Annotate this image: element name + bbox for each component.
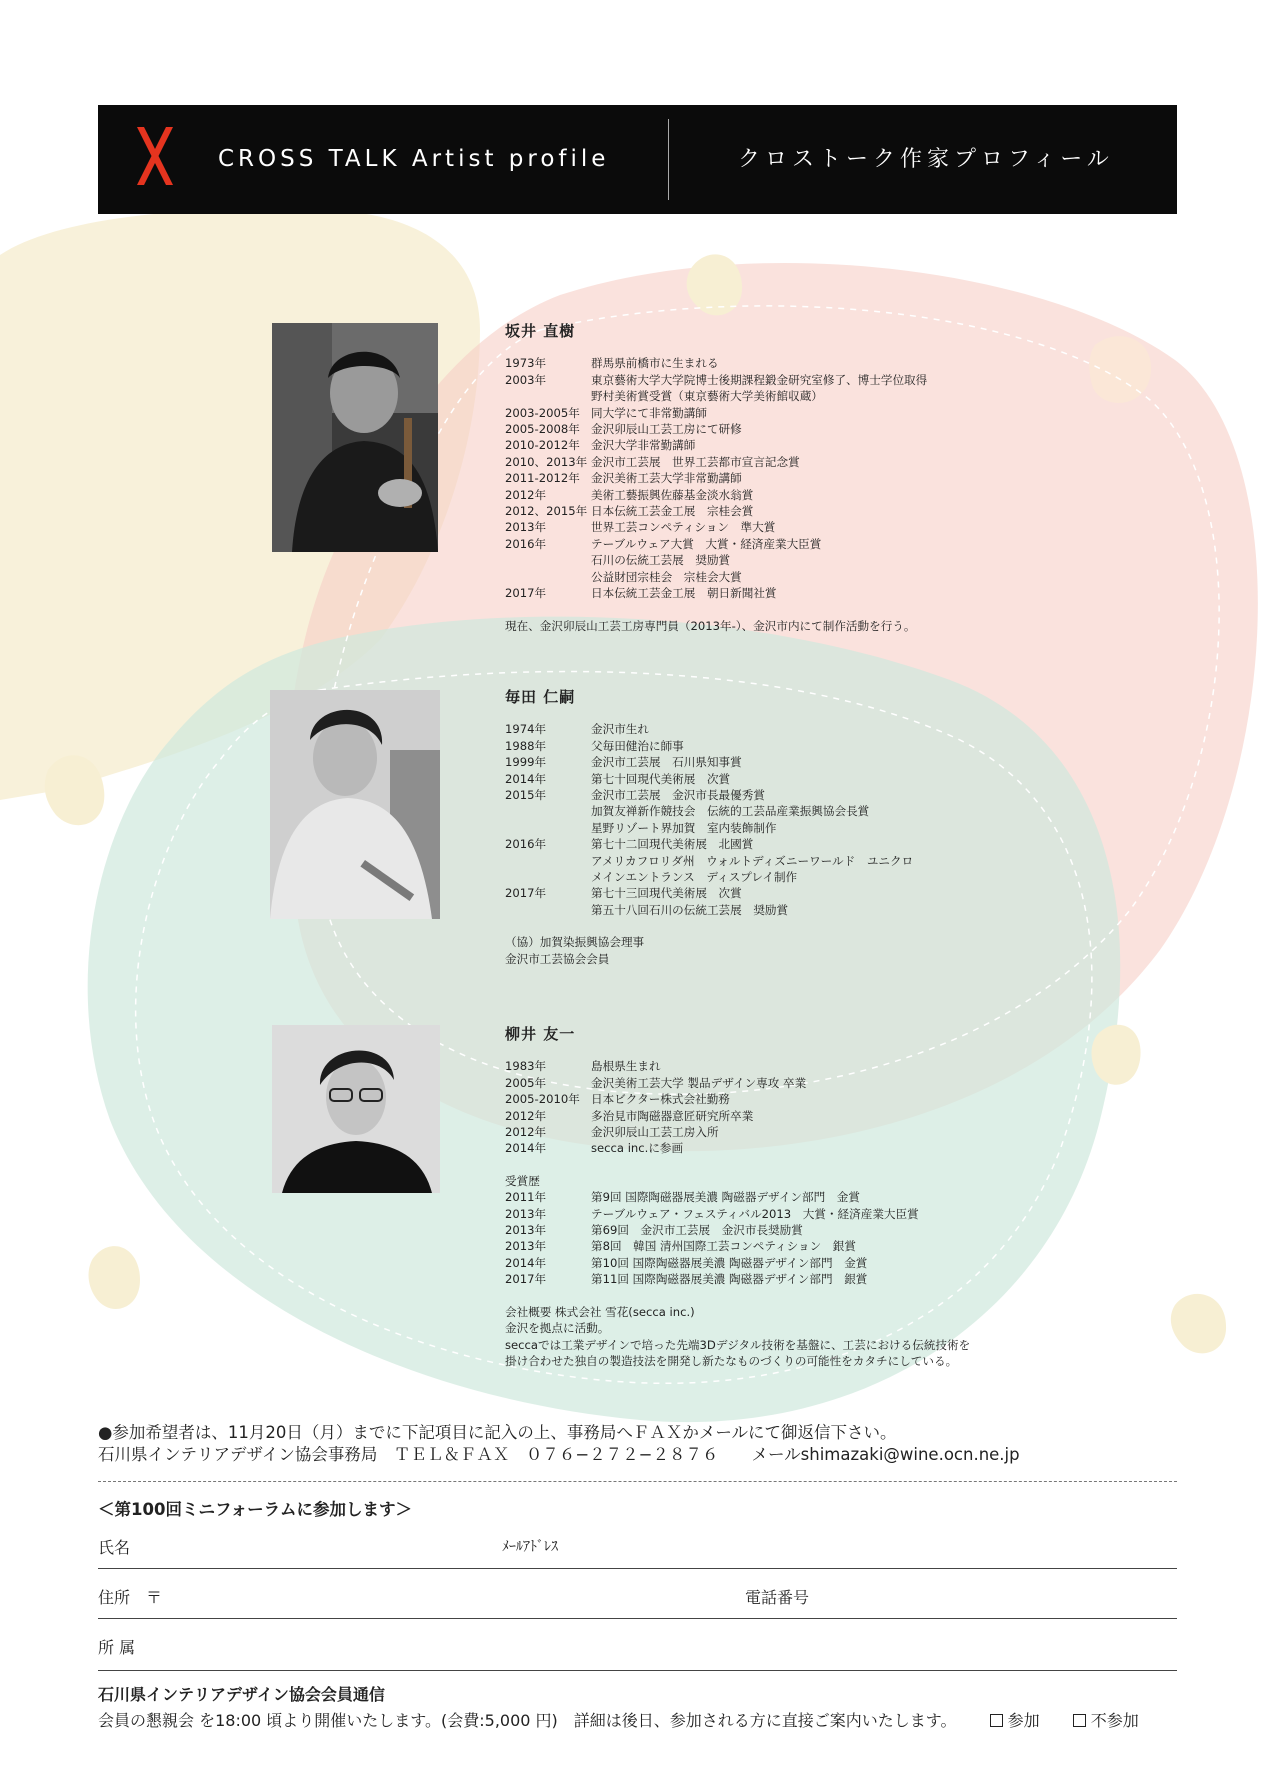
history-text: 金沢大学非常勤講師 [591, 438, 696, 453]
history-year [505, 569, 591, 585]
artist-name: 坂井 直樹 [505, 322, 576, 340]
history-year: 2005-2010年 [505, 1092, 580, 1107]
artist-photo-maida [270, 690, 440, 919]
history-text: 第69回 金沢市工芸展 金沢市長奨励賞 [591, 1223, 803, 1238]
history-text: 第10回 国際陶磁器展美濃 陶磁器デザイン部門 金賞 [591, 1255, 868, 1270]
attend-checkbox[interactable] [990, 1714, 1003, 1727]
history-row [505, 519, 927, 535]
member-title: 石川県インテリアデザイン協会会員通信 [98, 1685, 385, 1704]
header-divider [668, 119, 669, 200]
history-text: 金沢市工芸展 石川県知事賞 [591, 755, 742, 770]
history-year [505, 902, 591, 918]
artist-name: 毎田 仁嗣 [505, 688, 576, 706]
history-year: 2015年 [505, 788, 547, 803]
history-year: 2016年 [505, 536, 547, 551]
name-field-line[interactable] [98, 1568, 1177, 1569]
history-text: 第11回 国際陶磁器展美濃 陶磁器デザイン部門 銀賞 [591, 1272, 868, 1287]
history-row [505, 1255, 970, 1271]
profile-note: 金沢市工芸協会会員 [505, 951, 610, 966]
history-year: 2013年 [505, 520, 547, 535]
absent-checkbox[interactable] [1073, 1714, 1086, 1727]
history-text: 東京藝術大学大学院博士後期課程鍛金研究室修了、博士学位取得 [591, 372, 928, 387]
artist-profile-sakai [505, 323, 927, 634]
member-text: 会員の懇親会 を18:00 頃より開催いたします。(会費:5,000 円) 詳細は後日、参加される方に直接ご案内いたします。 [98, 1711, 957, 1730]
small-blob-4 [1091, 1025, 1140, 1085]
history-row [505, 1189, 970, 1205]
history-text: 金沢卯辰山工芸工房にて研修 [591, 422, 742, 437]
artist-name: 柳井 友一 [505, 1025, 576, 1043]
address-field-line[interactable] [98, 1618, 1177, 1619]
history-text: 父毎田健治に師事 [591, 738, 684, 753]
history-text: アメリカフロリダ州 ウォルトディズニーワールド ユニクロ [591, 853, 914, 868]
history-year [505, 803, 591, 819]
contact-line-1: ●参加希望者は、11月20日（月）までに下記項目に記入の上、事務局へＦＡＸかメールにて御返信下さい。 [98, 1423, 897, 1442]
history-text: 日本伝統工芸金工展 宗桂会賞 [591, 504, 754, 519]
history-row [505, 1206, 970, 1222]
history-row [505, 487, 927, 503]
history-row [505, 1222, 970, 1238]
history-year: 2010-2012年 [505, 438, 580, 453]
member-notice [98, 1682, 1177, 1734]
history-row [505, 1271, 970, 1287]
history-text: 島根県生まれ [591, 1059, 661, 1074]
history-row [505, 1140, 970, 1156]
history-row [505, 1238, 970, 1254]
history-year: 2017年 [505, 886, 547, 901]
history-row [505, 754, 913, 770]
history-year: 2003年 [505, 372, 547, 387]
history-text: テーブルウェア大賞 大賞・経済産業大臣賞 [591, 536, 822, 551]
history-row [505, 437, 927, 453]
history-text: 第8回 韓国 清州国際工芸コンペティション 銀賞 [591, 1239, 856, 1254]
history-year [505, 869, 591, 885]
artist-profile-maida [505, 689, 913, 967]
dashed-divider [98, 1481, 1177, 1482]
history-text: 野村美術賞受賞（東京藝術大学美術館収蔵） [591, 389, 823, 404]
history-row [505, 536, 927, 552]
history-text: secca inc.に参画 [591, 1141, 684, 1156]
history-text: 加賀友禅新作競技会 伝統的工芸品産業振興協会長賞 [591, 804, 870, 819]
history-row [505, 771, 913, 787]
history-row [505, 787, 913, 803]
history-year [505, 388, 591, 404]
history-row [505, 738, 913, 754]
history-row [505, 355, 927, 371]
history-text: 第五十八回石川の伝統工芸展 奨励賞 [591, 902, 789, 917]
history-text: 第七十回現代美術展 次賞 [591, 771, 731, 786]
history-year: 1988年 [505, 738, 547, 753]
history-text: 公益財団宗桂会 宗桂会大賞 [591, 569, 742, 584]
history-row [505, 1058, 970, 1074]
history-year: 2013年 [505, 1239, 547, 1254]
history-text: 第七十二回現代美術展 北國賞 [591, 837, 754, 852]
history-row [505, 1124, 970, 1140]
absent-option[interactable]: 不参加 [1073, 1711, 1139, 1730]
contact-note [98, 1422, 1177, 1466]
profile-note: 金沢を拠点に活動。 [505, 1321, 610, 1336]
history-text: メインエントランス ディスプレイ制作 [591, 870, 798, 885]
history-year: 2014年 [505, 1255, 547, 1270]
history-row [505, 1075, 970, 1091]
history-text: 石川の伝統工芸展 奨励賞 [591, 553, 731, 568]
history-year: 2005年 [505, 1075, 547, 1090]
history-year: 2016年 [505, 837, 547, 852]
history-year: 2013年 [505, 1206, 547, 1221]
history-text: 金沢美術工芸大学 製品デザイン専攻 卒業 [591, 1075, 807, 1090]
history-text: 日本ビクター株式会社勤務 [591, 1092, 730, 1107]
history-row [505, 902, 913, 918]
history-text: テーブルウェア・フェスティバル2013 大賞・経済産業大臣賞 [591, 1206, 919, 1221]
history-year [505, 552, 591, 568]
profile-note: 現在、金沢卯辰山工芸工房専門員（2013年-）、金沢市内にて制作活動を行う。 [505, 618, 916, 633]
history-row [505, 803, 913, 819]
contact-line-2: 石川県インテリアデザイン協会事務局 ＴＥＬ＆ＦＡＸ ０７６−２７２−２８７６ メールshimazaki@wine.ocn.ne.jp [98, 1445, 1020, 1464]
history-row [505, 421, 927, 437]
email-label: ﾒｰﾙｱﾄﾞﾚｽ [502, 1539, 558, 1555]
phone-label: 電話番号 [745, 1588, 810, 1607]
profile-note: （協）加賀染振興協会理事 [505, 935, 645, 950]
profile-note: 掛け合わせた独自の製造技法を開発し新たなものづくりの可能性をカタチにしている。 [505, 1353, 958, 1368]
history-year: 2012年 [505, 1108, 547, 1123]
history-year: 2010、2013年 [505, 454, 588, 469]
name-label: 氏名 [98, 1538, 131, 1557]
history-text: 金沢美術工芸大学非常勤講師 [591, 471, 742, 486]
profile-note: seccaでは工業デザインで培った先端3Dデジタル技術を基盤に、工芸における伝統技術を [505, 1337, 971, 1352]
history-year: 1973年 [505, 356, 547, 371]
history-row [505, 372, 927, 388]
affiliation-label: 所 属 [98, 1638, 136, 1657]
history-year: 1999年 [505, 755, 547, 770]
profile-note: 会社概要 株式会社 雪花(secca inc.) [505, 1304, 695, 1319]
address-label: 住所 〒 [98, 1588, 163, 1607]
history-row [505, 853, 913, 869]
history-row [505, 585, 927, 601]
artist-profile-yanai [505, 1026, 970, 1369]
history-text: 世界工芸コンペティション 準大賞 [591, 520, 776, 535]
small-blob-5 [89, 1246, 140, 1309]
header-title-jp: クロストーク作家プロフィール [738, 147, 1114, 172]
form-title: ＜第100回ミニフォーラムに参加します＞ [98, 1500, 412, 1519]
history-text: 第9回 国際陶磁器展美濃 陶磁器デザイン部門 金賞 [591, 1190, 860, 1205]
history-year: 2011年 [505, 1190, 547, 1205]
awards-heading: 受賞歴 [505, 1173, 540, 1188]
affiliation-field-line[interactable] [98, 1670, 1177, 1671]
cross-x-mark [134, 125, 176, 187]
history-text: 多治見市陶磁器意匠研究所卒業 [591, 1108, 754, 1123]
history-text: 金沢市生れ [591, 722, 649, 737]
history-year: 2012年 [505, 1125, 547, 1140]
history-row [505, 836, 913, 852]
history-row [505, 405, 927, 421]
history-year: 2005-2008年 [505, 422, 580, 437]
history-row [505, 388, 927, 404]
history-row [505, 721, 913, 737]
artist-photo-yanai [272, 1025, 440, 1193]
attend-option[interactable]: 参加 [990, 1711, 1040, 1730]
history-row [505, 1091, 970, 1107]
history-year: 2011-2012年 [505, 471, 580, 486]
history-text: 美術工藝振興佐藤基金淡水翁賞 [591, 487, 754, 502]
history-year: 1974年 [505, 722, 547, 737]
history-text: 群馬県前橋市に生まれる [591, 356, 719, 371]
history-row [505, 569, 927, 585]
artist-photo-sakai [272, 323, 438, 552]
history-text: 金沢市工芸展 金沢市長最優秀賞 [591, 788, 765, 803]
history-text: 第七十三回現代美術展 次賞 [591, 886, 742, 901]
history-text: 金沢卯辰山工芸工房入所 [591, 1125, 719, 1140]
history-text: 金沢市工芸展 世界工芸都市宣言記念賞 [591, 454, 800, 469]
history-row [505, 470, 927, 486]
history-row [505, 503, 927, 519]
history-text: 同大学にて非常勤講師 [591, 405, 707, 420]
history-year: 2012、2015年 [505, 504, 588, 519]
history-text: 日本伝統工芸金工展 朝日新聞社賞 [591, 586, 777, 601]
history-year: 2013年 [505, 1223, 547, 1238]
history-year: 2017年 [505, 1272, 547, 1287]
history-row [505, 1108, 970, 1124]
history-year [505, 853, 591, 869]
history-year: 2012年 [505, 487, 547, 502]
history-year: 2014年 [505, 771, 547, 786]
history-year: 1983年 [505, 1059, 547, 1074]
header-bar [98, 105, 1177, 214]
history-row [505, 454, 927, 470]
history-year: 2003-2005年 [505, 405, 580, 420]
small-blob-6 [1171, 1294, 1226, 1353]
history-year [505, 820, 591, 836]
history-row [505, 885, 913, 901]
history-year: 2017年 [505, 586, 547, 601]
history-text: 星野リゾート界加賀 室内装飾制作 [591, 820, 777, 835]
header-title-en: CROSS TALK Artist profile [218, 146, 610, 172]
small-blob-2 [1089, 336, 1151, 403]
history-year: 2014年 [505, 1141, 547, 1156]
history-row [505, 820, 913, 836]
history-row [505, 552, 927, 568]
history-row [505, 869, 913, 885]
